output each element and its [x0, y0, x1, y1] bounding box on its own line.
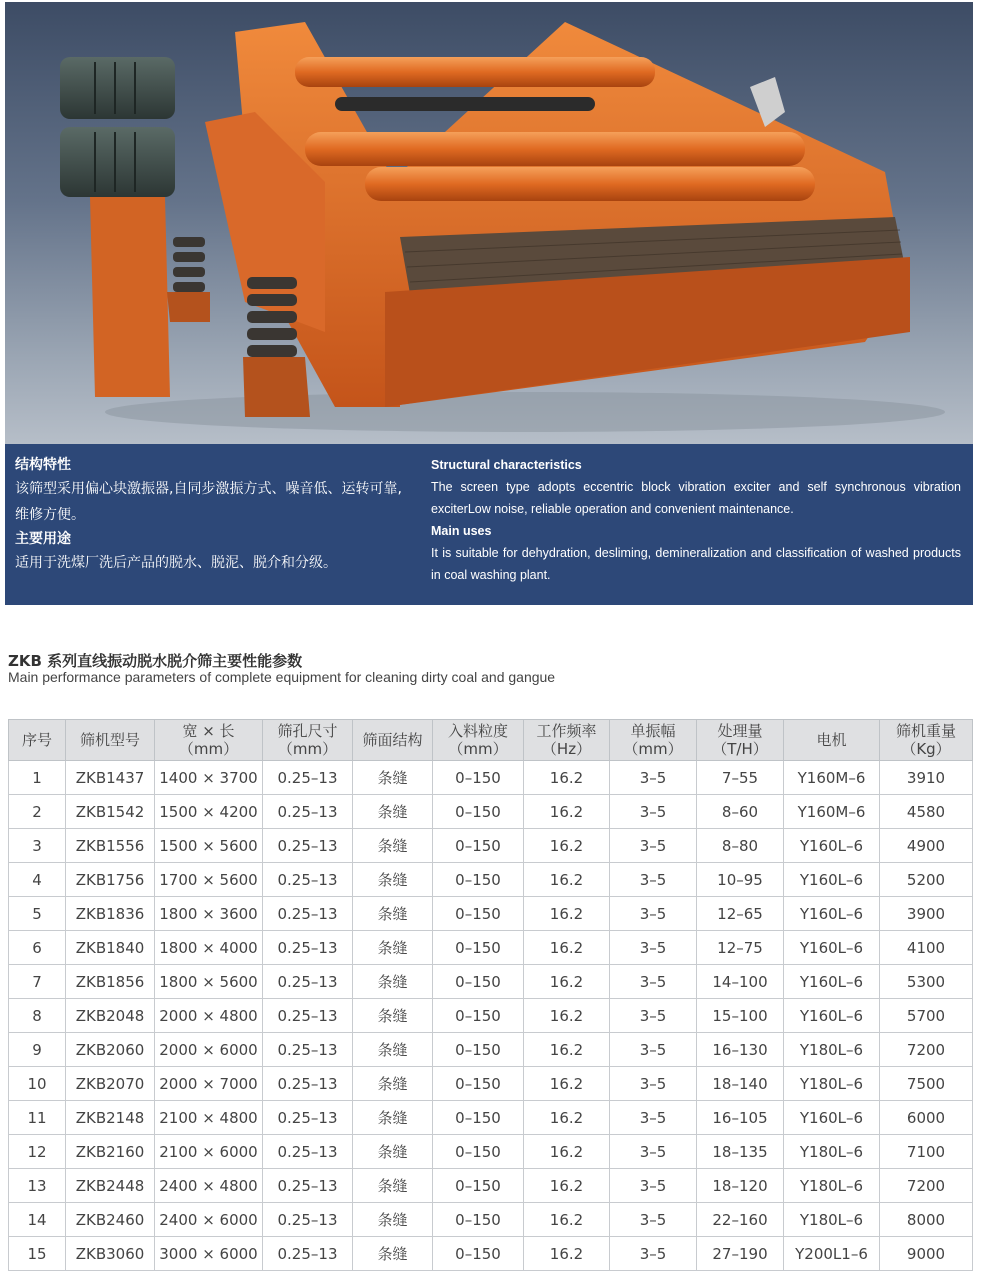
table-cell: ZKB1856 — [66, 965, 155, 999]
table-cell: ZKB2048 — [66, 999, 155, 1033]
table-cell: 2100 × 4800 — [155, 1101, 263, 1135]
table-cell: 16.2 — [524, 761, 610, 795]
table-cell: 8 — [9, 999, 66, 1033]
header-index — [9, 720, 66, 761]
table-cell: 条缝 — [353, 1135, 433, 1169]
table-cell: 16.2 — [524, 897, 610, 931]
header-label: 筛面结构 — [362, 731, 423, 749]
cn-use-text: 适用于洗煤厂洗后产品的脱水、脱泥、脱介和分级。 — [15, 555, 337, 571]
table-cell: Y180L–6 — [784, 1203, 880, 1237]
header-size — [155, 720, 263, 761]
table-cell: 3–5 — [610, 965, 697, 999]
table-row — [9, 931, 973, 965]
table-cell: 0–150 — [433, 829, 524, 863]
table-cell: Y160L–6 — [784, 1101, 880, 1135]
table-cell: 16.2 — [524, 1135, 610, 1169]
table-cell: 16–130 — [697, 1033, 784, 1067]
table-cell: 9 — [9, 1033, 66, 1067]
table-row — [9, 897, 973, 931]
table-cell: 2000 × 7000 — [155, 1067, 263, 1101]
cn-use-heading: 主要用途 — [15, 531, 71, 547]
table-cell: 3–5 — [610, 795, 697, 829]
table-cell: 3–5 — [610, 897, 697, 931]
table-row — [9, 761, 973, 795]
table-cell: 7–55 — [697, 761, 784, 795]
table-cell: 16.2 — [524, 1067, 610, 1101]
description-chinese — [15, 454, 410, 576]
table-cell: Y160L–6 — [784, 999, 880, 1033]
table-cell: 7 — [9, 965, 66, 999]
table-cell: 18–140 — [697, 1067, 784, 1101]
table-cell: 16–105 — [697, 1101, 784, 1135]
table-row — [9, 863, 973, 897]
table-cell: Y180L–6 — [784, 1169, 880, 1203]
table-cell: 3–5 — [610, 1067, 697, 1101]
table-cell: 0.25–13 — [263, 1169, 353, 1203]
table-row — [9, 965, 973, 999]
table-cell: 0.25–13 — [263, 1237, 353, 1271]
table-cell: 3–5 — [610, 1169, 697, 1203]
table-cell: 10 — [9, 1067, 66, 1101]
en-structure-text: The screen type adopts eccentric block vibration exciter and self synchronous vibration exciterLow noise, reliable operation and convenient maintenance. — [431, 480, 961, 516]
table-cell: 27–190 — [697, 1237, 784, 1271]
table-cell: ZKB1556 — [66, 829, 155, 863]
table-cell: 3–5 — [610, 1203, 697, 1237]
table-cell: 11 — [9, 1101, 66, 1135]
table-cell: 0.25–13 — [263, 1033, 353, 1067]
table-cell: Y160L–6 — [784, 897, 880, 931]
table-cell: 3–5 — [610, 999, 697, 1033]
header-label: 入料粒度 — [447, 722, 508, 740]
table-cell: 0.25–13 — [263, 863, 353, 897]
table-cell: 16.2 — [524, 931, 610, 965]
table-row — [9, 1033, 973, 1067]
table-cell: 4900 — [880, 829, 973, 863]
header-weight — [880, 720, 973, 761]
table-cell: 0.25–13 — [263, 1203, 353, 1237]
table-cell: ZKB1840 — [66, 931, 155, 965]
table-cell: Y160M–6 — [784, 761, 880, 795]
table-cell: 0.25–13 — [263, 965, 353, 999]
table-cell: 1500 × 4200 — [155, 795, 263, 829]
table-cell: 12 — [9, 1135, 66, 1169]
cn-structure-heading: 结构特性 — [15, 457, 71, 473]
table-cell: 0.25–13 — [263, 1135, 353, 1169]
table-cell: 0.25–13 — [263, 761, 353, 795]
cn-structure-text: 该筛型采用偏心块激振器,自同步激振方式、噪音低、运转可靠,维修方便。 — [15, 481, 402, 523]
table-cell: 0–150 — [433, 795, 524, 829]
header-unit: （mm） — [178, 740, 239, 758]
table-cell: 14–100 — [697, 965, 784, 999]
table-cell: 条缝 — [353, 829, 433, 863]
header-label: 筛孔尺寸 — [277, 722, 338, 740]
table-cell: Y160L–6 — [784, 931, 880, 965]
table-cell: ZKB1437 — [66, 761, 155, 795]
table-cell: 1800 × 5600 — [155, 965, 263, 999]
vibrating-screen-illustration — [5, 2, 973, 444]
en-structure-heading: Structural characteristics — [431, 458, 582, 472]
table-cell: 3900 — [880, 897, 973, 931]
table-cell: 0.25–13 — [263, 829, 353, 863]
table-row — [9, 1169, 973, 1203]
header-label: 筛机型号 — [79, 731, 140, 749]
table-cell: 16.2 — [524, 965, 610, 999]
table-row — [9, 829, 973, 863]
header-label: 电机 — [816, 731, 847, 749]
table-cell: 0.25–13 — [263, 931, 353, 965]
header-label: 处理量 — [717, 722, 763, 740]
table-row — [9, 1203, 973, 1237]
header-aperture — [263, 720, 353, 761]
table-cell: 条缝 — [353, 931, 433, 965]
table-cell: 0–150 — [433, 1101, 524, 1135]
table-cell: 4 — [9, 863, 66, 897]
en-use-text: It is suitable for dehydration, desliming, demineralization and classification of washed products in coal washing plant. — [431, 546, 961, 582]
header-label: 序号 — [21, 731, 52, 749]
table-header-row — [9, 720, 973, 761]
table-cell: 7500 — [880, 1067, 973, 1101]
table-cell: 16.2 — [524, 795, 610, 829]
table-cell: 0–150 — [433, 1067, 524, 1101]
table-cell: ZKB2060 — [66, 1033, 155, 1067]
table-cell: 条缝 — [353, 1033, 433, 1067]
table-cell: 0–150 — [433, 863, 524, 897]
table-cell: 0.25–13 — [263, 795, 353, 829]
table-cell: 16.2 — [524, 1237, 610, 1271]
header-feed-size — [433, 720, 524, 761]
table-cell: 1 — [9, 761, 66, 795]
table-cell: 4100 — [880, 931, 973, 965]
table-cell: Y200L1–6 — [784, 1237, 880, 1271]
table-cell: 10–95 — [697, 863, 784, 897]
table-cell: 7200 — [880, 1169, 973, 1203]
table-cell: 条缝 — [353, 761, 433, 795]
table-cell: 0–150 — [433, 931, 524, 965]
table-cell: 0.25–13 — [263, 999, 353, 1033]
table-cell: 5300 — [880, 965, 973, 999]
table-cell: 3–5 — [610, 1135, 697, 1169]
table-cell: 16.2 — [524, 829, 610, 863]
table-cell: ZKB1542 — [66, 795, 155, 829]
header-unit: （mm） — [277, 740, 338, 758]
table-cell: ZKB1756 — [66, 863, 155, 897]
header-label: 工作频率 — [536, 722, 597, 740]
table-cell: 条缝 — [353, 965, 433, 999]
table-cell: 1700 × 5600 — [155, 863, 263, 897]
table-cell: 2000 × 6000 — [155, 1033, 263, 1067]
table-cell: 8–60 — [697, 795, 784, 829]
table-cell: 14 — [9, 1203, 66, 1237]
table-cell: ZKB2460 — [66, 1203, 155, 1237]
table-cell: ZKB1836 — [66, 897, 155, 931]
header-amplitude — [610, 720, 697, 761]
table-row — [9, 1237, 973, 1271]
header-label: 筛机重量 — [895, 722, 956, 740]
table-cell: ZKB3060 — [66, 1237, 155, 1271]
table-cell: 2100 × 6000 — [155, 1135, 263, 1169]
table-cell: 7200 — [880, 1033, 973, 1067]
table-cell: 条缝 — [353, 1203, 433, 1237]
table-cell: 2 — [9, 795, 66, 829]
header-unit: （mm） — [448, 740, 508, 758]
table-cell: 0–150 — [433, 1033, 524, 1067]
table-cell: 8–80 — [697, 829, 784, 863]
header-motor — [784, 720, 880, 761]
table-cell: Y180L–6 — [784, 1067, 880, 1101]
table-body — [9, 761, 973, 1271]
table-row — [9, 1101, 973, 1135]
table-cell: 3000 × 6000 — [155, 1237, 263, 1271]
table-row — [9, 1067, 973, 1101]
table-row — [9, 795, 973, 829]
table-cell: 1800 × 4000 — [155, 931, 263, 965]
table-title: ZKB 系列直线振动脱水脱介筛主要性能参数 — [8, 652, 303, 670]
table-cell: 0.25–13 — [263, 1101, 353, 1135]
table-cell: 0–150 — [433, 1169, 524, 1203]
parameters-table — [8, 719, 973, 1271]
en-use-heading: Main uses — [431, 524, 492, 538]
table-cell: 3 — [9, 829, 66, 863]
table-cell: Y160M–6 — [784, 795, 880, 829]
table-cell: 15 — [9, 1237, 66, 1271]
table-cell: 16.2 — [524, 1169, 610, 1203]
table-cell: 0–150 — [433, 1203, 524, 1237]
header-capacity — [697, 720, 784, 761]
table-cell: 18–120 — [697, 1169, 784, 1203]
description-band — [5, 444, 973, 605]
table-cell: 5700 — [880, 999, 973, 1033]
table-row — [9, 1135, 973, 1169]
table-cell: ZKB2160 — [66, 1135, 155, 1169]
table-cell: 0–150 — [433, 1135, 524, 1169]
table-cell: 0–150 — [433, 1237, 524, 1271]
header-unit: （mm） — [623, 740, 683, 758]
table-cell: 5200 — [880, 863, 973, 897]
table-cell: 3–5 — [610, 863, 697, 897]
table-cell: 2000 × 4800 — [155, 999, 263, 1033]
table-cell: 3–5 — [610, 761, 697, 795]
table-cell: 条缝 — [353, 1067, 433, 1101]
table-cell: 条缝 — [353, 795, 433, 829]
table-cell: ZKB2070 — [66, 1067, 155, 1101]
table-cell: 7100 — [880, 1135, 973, 1169]
table-cell: Y180L–6 — [784, 1033, 880, 1067]
header-model — [66, 720, 155, 761]
header-deck — [353, 720, 433, 761]
table-cell: 3–5 — [610, 1033, 697, 1067]
table-cell: Y160L–6 — [784, 863, 880, 897]
table-cell: 3–5 — [610, 829, 697, 863]
table-cell: 13 — [9, 1169, 66, 1203]
header-label: 宽 × 长 — [182, 722, 235, 740]
table-cell: ZKB2448 — [66, 1169, 155, 1203]
table-cell: 1400 × 3700 — [155, 761, 263, 795]
table-cell: 1800 × 3600 — [155, 897, 263, 931]
header-label: 单振幅 — [630, 722, 676, 740]
table-cell: 0–150 — [433, 897, 524, 931]
description-english — [431, 454, 961, 586]
product-photo — [5, 2, 973, 444]
table-row — [9, 999, 973, 1033]
table-cell: 0–150 — [433, 965, 524, 999]
table-cell: 5 — [9, 897, 66, 931]
table-cell: Y180L–6 — [784, 1135, 880, 1169]
table-cell: ZKB2148 — [66, 1101, 155, 1135]
table-cell: 6000 — [880, 1101, 973, 1135]
table-cell: 条缝 — [353, 1237, 433, 1271]
table-cell: 条缝 — [353, 863, 433, 897]
table-cell: 9000 — [880, 1237, 973, 1271]
header-unit: （Hz） — [541, 740, 592, 758]
table-cell: 3910 — [880, 761, 973, 795]
table-cell: 0.25–13 — [263, 1067, 353, 1101]
table-cell: 15–100 — [697, 999, 784, 1033]
table-cell: 条缝 — [353, 1169, 433, 1203]
table-cell: 18–135 — [697, 1135, 784, 1169]
table-cell: 条缝 — [353, 1101, 433, 1135]
table-cell: 2400 × 6000 — [155, 1203, 263, 1237]
table-cell: 6 — [9, 931, 66, 965]
table-subtitle: Main performance parameters of complete equipment for cleaning dirty coal and gangue — [8, 669, 556, 685]
header-unit: （T/H） — [712, 740, 768, 758]
table-cell: Y160L–6 — [784, 965, 880, 999]
table-cell: 12–65 — [697, 897, 784, 931]
table-cell: 3–5 — [610, 931, 697, 965]
table-cell: 8000 — [880, 1203, 973, 1237]
table-cell: 3–5 — [610, 1101, 697, 1135]
table-cell: 0–150 — [433, 999, 524, 1033]
table-cell: 1500 × 5600 — [155, 829, 263, 863]
table-cell: 12–75 — [697, 931, 784, 965]
header-unit: （Kg） — [901, 740, 951, 758]
table-cell: 16.2 — [524, 1203, 610, 1237]
table-cell: 3–5 — [610, 1237, 697, 1271]
table-cell: 16.2 — [524, 1101, 610, 1135]
table-cell: 16.2 — [524, 1033, 610, 1067]
table-cell: 22–160 — [697, 1203, 784, 1237]
table-cell: 16.2 — [524, 863, 610, 897]
table-cell: 16.2 — [524, 999, 610, 1033]
header-frequency — [524, 720, 610, 761]
table-cell: 条缝 — [353, 897, 433, 931]
table-cell: 2400 × 4800 — [155, 1169, 263, 1203]
table-cell: 0–150 — [433, 761, 524, 795]
table-cell: 条缝 — [353, 999, 433, 1033]
table-cell: Y160L–6 — [784, 829, 880, 863]
table-cell: 0.25–13 — [263, 897, 353, 931]
table-cell: 4580 — [880, 795, 973, 829]
